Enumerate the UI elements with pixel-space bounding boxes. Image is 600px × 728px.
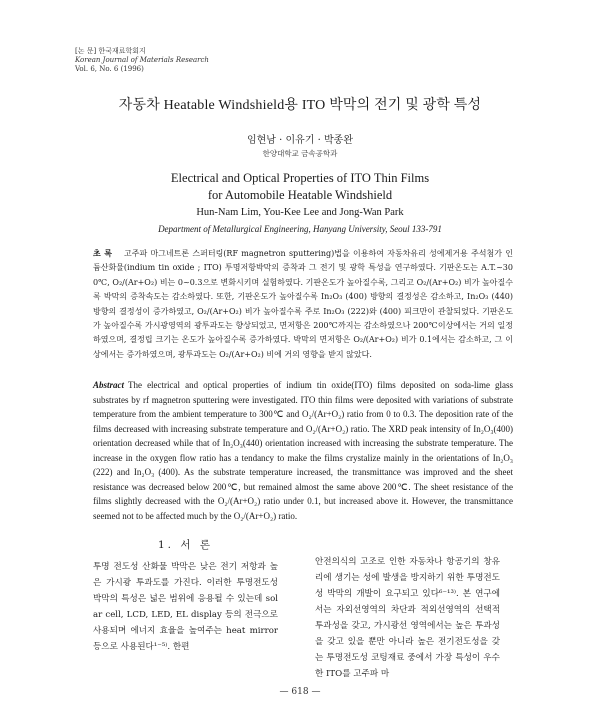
abstract-korean-label: 초 록 bbox=[93, 248, 112, 258]
abstract-english bbox=[93, 378, 513, 523]
affiliation-english: Department of Metallurgical Engineering, Hanyang University, Seoul 133-791 bbox=[158, 224, 442, 234]
abstract-english-label: Abstract bbox=[93, 380, 125, 390]
abstract-english-text: The electrical and optical properties of indium tin oxide(ITO) films deposited on soda-lime glass substrates by rf magnetron sputtering were investigated. ITO thin films were deposited with variations of substrate temperature from the ambient temperature to 300℃ and O₂/(Ar+O₂) ratio from 0 to 0.3. The deposition rate of the films decreased with increasing substrate temperature and O₂/(Ar+O₂) ratio. The XRD peak intensity of In₂O₃(400) orientation decreased while that of In₂O₃(440) orientation increased with increasing the substrate temperature. The increase in the oxygen flow ratio has a tendancy to make the films crystalize mainly in the orientations of In₂O₃ (222) and In₂O₃ (400). As the substrate temperature increased, the transmittance was improved and the sheet resistance was decreased below 200℃, but remained almost the same above 200℃. The sheet resistance of the films slightly decreased with the O₂/(Ar+O₂) ratio under 0.1, but increased above it. However, the transmittance seemed not to be affected much by the O₂/(Ar+O₂) ratio. bbox=[93, 380, 513, 521]
affiliation-korean: 한양대학교 금속공학과 bbox=[262, 149, 338, 158]
body-column-right: 안전의식의 고조로 인한 자동차나 항공기의 창유리에 생기는 성에 발생을 방지하기 위한 투명전도성 박막의 개발이 요구되고 있다⁶⁻¹³⁾. 본 연구에서는 자외선영역의 차단과 적외선영역의 선택적 투과성을 갖고, 가시광선 영역에서는 높은 투과성을 갖고 있을 뿐만 아니라 높은 전기전도성을 갖는 투명전도성 코팅재료 중에서 가장 특성이 우수한 ITO를 고주파 마 bbox=[315, 557, 500, 679]
authors-korean: 임현남 · 이유기 · 박종완 bbox=[246, 135, 353, 146]
page-number: — 618 — bbox=[279, 687, 321, 697]
title-english bbox=[0, 170, 600, 204]
section-heading-introduction: 1. 서 론 bbox=[158, 539, 213, 551]
title-english-line2: for Automobile Heatable Windshield bbox=[207, 188, 393, 202]
journal-volume: Vol. 6, No. 6 (1996) bbox=[75, 65, 144, 73]
abstract-korean-text: 고주파 마그네트론 스퍼터링(RF magnetron sputtering)법을 이용하여 자동차유리 성에제거용 주석첨가 인듐산화물(indium tin oxide ; ITO) 투명저항박막의 증착과 그 전기 및 광학 특성을 연구하였다. 기판온도는 A.T.~300℃, O₂/(Ar+O₂) 비는 0~0.3으로 변화시키며 실험하였다. 기판온도가 높아질수록, 그리고 O₂/(Ar+O₂) 비가 높아질수록 박막의 증착속도는 감소하였다. 또한, 기판온도가 높아질수록 In₂O₃ (400) 방향의 결정성은 감소하고, In₂O₃ (440) 방향의 결정성이 증가하였고, O₂/(Ar+O₂) 비가 높아질수록 주로 In₂O₃ (222)와 (400) 피크만이 관찰되었다. 기판온도가 높아질수록 가시광영역의 광투과도는 향상되었고, 면저항은 200℃까지는 감소하였으나 200℃이상에서는 거의 일정하였으며, 결정립 크기는 온도가 높아질수록 증가하였다. 박막의 면저항은 O₂/(Ar+O₂) 비가 0.1에서는 감소하고, 그 이상에서는 증가하였으며, 광투과도는 O₂/(Ar+O₂) 비에 거의 영향을 받지 않았다. bbox=[93, 249, 514, 359]
title-english-line1: Electrical and Optical Properties of ITO Thin Films bbox=[170, 171, 430, 185]
journal-name-ko: [논 문] 한국재료학회지 bbox=[75, 47, 146, 55]
title-korean: 자동차 Heatable Windshield용 ITO 박막의 전기 및 광학 특성 bbox=[118, 98, 482, 113]
body-column-left: 투명 전도성 산화물 박막은 낮은 전기 저항과 높은 가시광 투과도를 가진다. 이러한 투명전도성 박막의 특성은 넓은 범위에 응용될 수 있는데 solar cell, LCD, LED, EL display 등의 전극으로 사용되며 에너지 효율을 높여주는 heat mirror 등으로 사용된다¹⁻⁵⁾. 한편 bbox=[93, 562, 278, 652]
authors-english: Hun-Nam Lim, You-Kee Lee and Jong-Wan Park bbox=[196, 207, 404, 218]
journal-name-en: Korean Journal of Materials Research bbox=[75, 56, 209, 64]
journal-header bbox=[75, 47, 209, 74]
abstract-korean bbox=[93, 246, 513, 362]
